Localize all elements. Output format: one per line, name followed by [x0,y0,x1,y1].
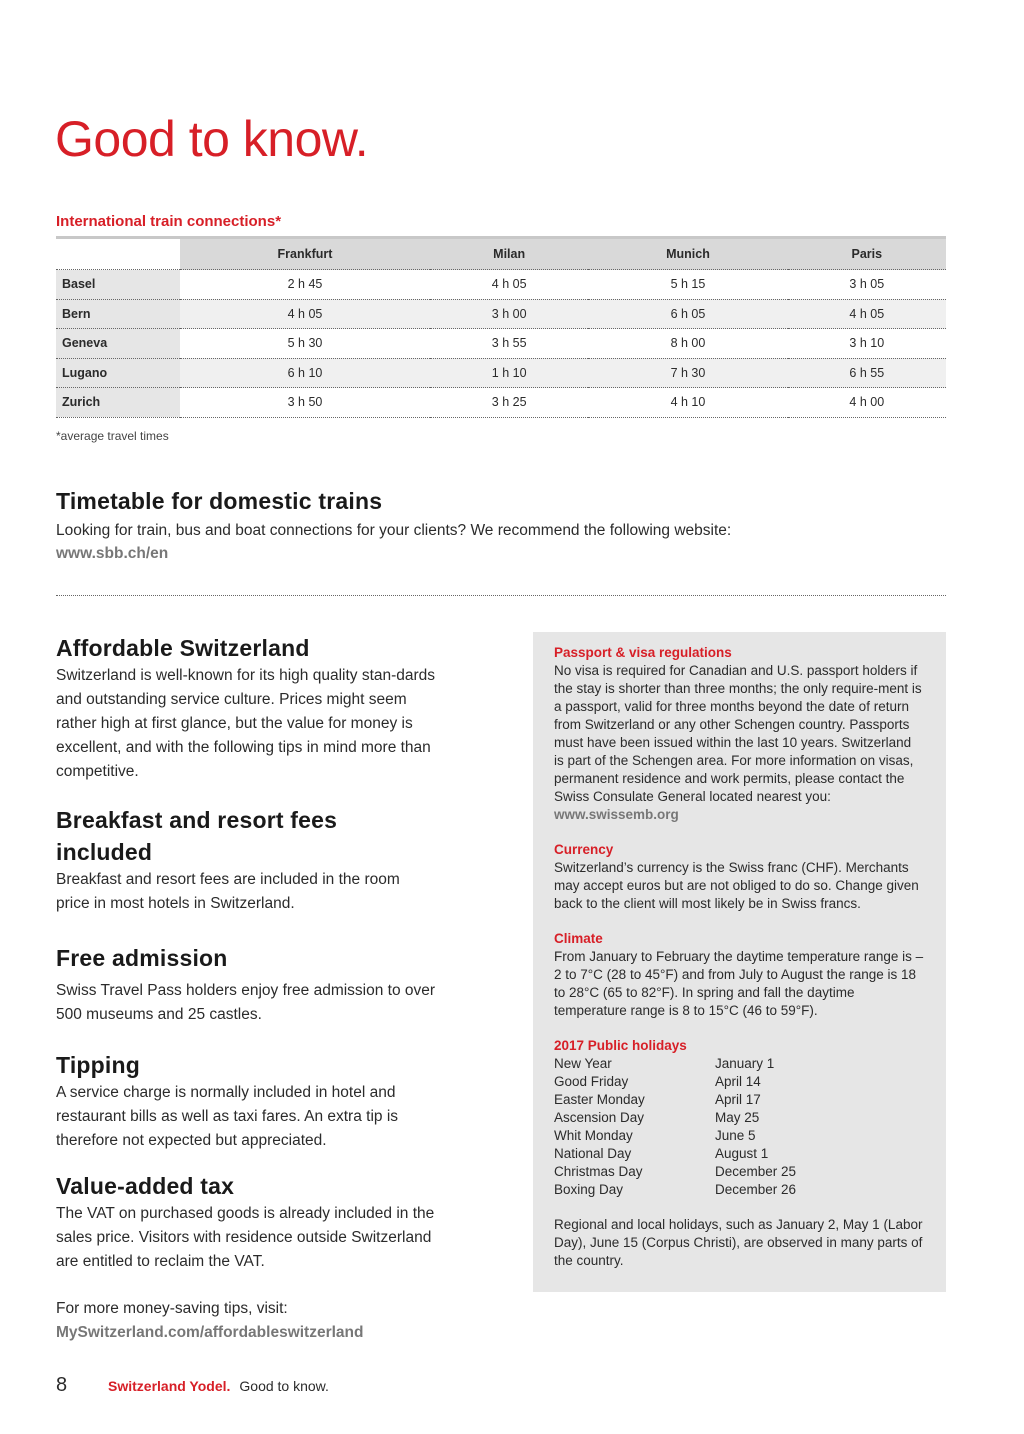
table-footnote: *average travel times [56,429,169,443]
table-corner-cell [56,238,180,270]
tipping-text: A service charge is normally included in hotel and restaurant bills as well as taxi fares. An extra tip is therefore not expected but appreciated. [56,1084,399,1149]
vat-section [56,1170,436,1274]
travel-time: 6 h 05 [588,299,787,329]
holiday-name: National Day [554,1146,632,1161]
travel-time: 2 h 45 [180,270,430,300]
regional-holidays-note [554,1216,924,1270]
table-header-row [56,238,946,270]
holiday-row [554,1073,924,1091]
holiday-name: Whit Monday [554,1128,633,1143]
holiday-date: May 25 [715,1110,760,1125]
info-sidebar [533,632,946,1292]
regional-text: Regional and local holidays, such as January 2, May 1 (Labor Day), June 15 (Corpus Christi), are observed in many parts of the country. [554,1217,923,1268]
holiday-row [554,1127,924,1145]
passport-heading: Passport & visa regulations [554,645,732,660]
travel-time: 4 h 00 [788,388,946,418]
travel-time: 3 h 10 [788,329,946,359]
holiday-row [554,1055,924,1073]
holiday-name: Boxing Day [554,1182,624,1197]
climate-heading: Climate [554,931,603,946]
table-row [56,299,946,329]
passport-section [554,644,924,824]
holidays-section [554,1037,924,1199]
footer-brand: Switzerland Yodel. [108,1378,231,1394]
row-city: Basel [56,270,180,300]
tipping-section [56,1049,436,1153]
column-header-munich: Munich [588,238,787,270]
travel-time: 5 h 30 [180,329,430,359]
row-city: Bern [56,299,180,329]
travel-time: 4 h 05 [788,299,946,329]
travel-time: 3 h 55 [430,329,588,359]
affordable-switzerland-link[interactable]: MySwitzerland.com/affordableswitzerland [56,1324,364,1341]
travel-time: 4 h 05 [180,299,430,329]
page-footer [56,1374,329,1397]
sbb-link[interactable]: www.sbb.ch/en [56,545,169,562]
holiday-date: June 5 [715,1128,756,1143]
currency-heading: Currency [554,842,614,857]
travel-time: 6 h 10 [180,358,430,388]
travel-time: 3 h 00 [430,299,588,329]
timetable-text: Looking for train, bus and boat connections for your clients? We recommend the following website: [56,522,732,539]
tipping-heading: Tipping [56,1052,141,1078]
holiday-date: April 17 [715,1092,761,1107]
train-connections-table [56,236,946,418]
climate-text: From January to February the daytime temperature range is –2 to 7°C (28 to 45°F) and from July to August the range is 18 to 28°C (65 to 82°F). In spring and fall the daytime temperature range is 8 to 15°C (46 to 59°F). [554,949,924,1018]
page-number: 8 [56,1374,68,1396]
holiday-date: April 14 [715,1074,761,1089]
travel-time: 7 h 30 [588,358,787,388]
holiday-date: December 26 [715,1182,797,1197]
affordable-text: Switzerland is well-known for its high quality stan-dards and outstanding service culture. Prices might seem rather high at first glance, but the value for money is excellent, and with the following tips in mind more than competitive. [56,667,436,780]
holiday-date: August 1 [715,1146,769,1161]
section-divider [56,595,946,596]
table-row [56,270,946,300]
table-row [56,388,946,418]
holiday-row [554,1145,924,1163]
admission-section [56,942,436,1027]
holiday-date: January 1 [715,1056,775,1071]
row-city: Zurich [56,388,180,418]
holiday-date: December 25 [715,1164,797,1179]
train-table-title: International train connections* [56,213,282,230]
travel-time: 3 h 50 [180,388,430,418]
row-city: Geneva [56,329,180,359]
travel-time: 6 h 55 [788,358,946,388]
holiday-name: Good Friday [554,1074,629,1089]
travel-time: 3 h 25 [430,388,588,418]
admission-heading: Free admission [56,945,228,971]
holiday-name: Ascension Day [554,1110,645,1125]
table-row [56,358,946,388]
holiday-row [554,1091,924,1109]
column-header-frankfurt: Frankfurt [180,238,430,270]
breakfast-heading: Breakfast and resort fees included [56,807,338,865]
left-column [56,632,436,1345]
row-city: Lugano [56,358,180,388]
holiday-name: Easter Monday [554,1092,645,1107]
admission-text: Swiss Travel Pass holders enjoy free admission to over 500 museums and 25 castles. [56,982,436,1023]
travel-time: 4 h 10 [588,388,787,418]
more-tips-section [56,1297,436,1345]
page-title: Good to know. [55,111,369,167]
travel-time: 3 h 05 [788,270,946,300]
affordable-section [56,632,436,784]
travel-time: 8 h 00 [588,329,787,359]
holiday-row [554,1181,924,1199]
holiday-name: New Year [554,1056,612,1071]
climate-section [554,930,924,1020]
table-row [56,329,946,359]
footer-text: Good to know. [239,1378,329,1394]
breakfast-section [56,804,436,916]
travel-time: 5 h 15 [588,270,787,300]
passport-text: No visa is required for Canadian and U.S. passport holders if the stay is shorter than three months; the only require-ment is a passport, valid for three months beyond the date of return from Switzerland or any other Schengen country. Passports must have been issued within the last 10 years. Switzerland is part of the Schengen area. For more information on visas, permanent residence and work permits, please contact the Swiss Consulate General located nearest you: [554,663,922,804]
vat-text: The VAT on purchased goods is already included in the sales price. Visitors with residence outside Switzerland are entitled to reclaim the VAT. [56,1205,435,1270]
holiday-row [554,1163,924,1181]
holiday-name: Christmas Day [554,1164,643,1179]
column-header-paris: Paris [788,238,946,270]
breakfast-text: Breakfast and resort fees are included in the room price in most hotels in Switzerland. [56,871,400,912]
holidays-heading: 2017 Public holidays [554,1038,687,1053]
more-tips-text: For more money-saving tips, visit: [56,1300,288,1317]
column-header-milan: Milan [430,238,588,270]
currency-section [554,841,924,913]
currency-text: Switzerland’s currency is the Swiss franc (CHF). Merchants may accept euros but are not obliged to do so. Change given back to the client will most likely be in Swiss francs. [554,860,919,911]
timetable-section [56,488,956,565]
timetable-heading: Timetable for domestic trains [56,488,383,514]
travel-time: 1 h 10 [430,358,588,388]
affordable-heading: Affordable Switzerland [56,635,310,661]
swissemb-link[interactable]: www.swissemb.org [554,807,679,822]
holiday-row [554,1109,924,1127]
vat-heading: Value-added tax [56,1173,235,1199]
travel-time: 4 h 05 [430,270,588,300]
